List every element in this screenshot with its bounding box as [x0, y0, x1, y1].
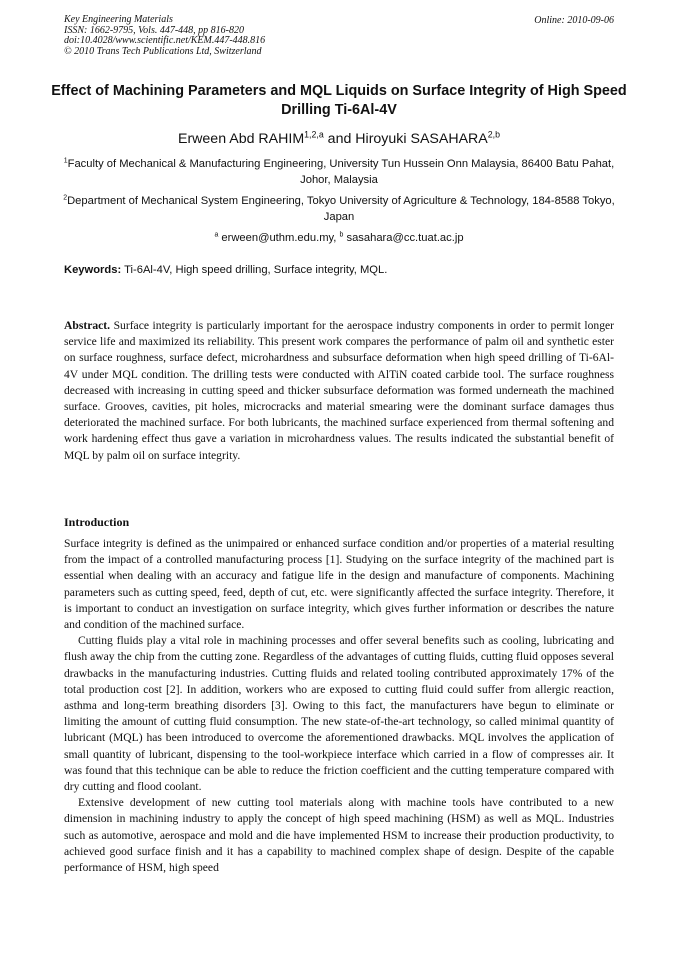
paragraph: Cutting fluids play a vital role in machining processes and offer several benefits such as cooling, lubricating and flush away the chip from the cutting zone. Regardless of the advantages of cutting fluids, cutting fluid opposes several drawbacks in the manufacturing industries. Cutting fluids and related tooling contributed approximately 17% of the total production cost [2]. In addition, workers who are exposed to cutting fluid could suffer from allergic reaction, asthma and long-term breathing disorders [3]. Owing to this fact, the manufacturers have begun to eliminate or limiting the amount of cutting fluid consumption. The new state-of-the-art technology, so called minimal quantity of lubricant (MQL) has been introduced to overcome the aforementioned drawbacks. MQL involves the application of small quantity of lubricant, dispensing to the tool-workpiece interface which carried in a flow of compresses air. It was found that this technique can be able to reduce the friction coefficient and the cutting temperature compared with dry cutting and flood coolant. [64, 634, 614, 794]
email-a-marker: a [214, 231, 219, 239]
issn-line: ISSN: 1662-9795, Vols. 447-448, pp 816-820 [64, 24, 244, 36]
introduction-body [64, 536, 614, 876]
journal-name: Key Engineering Materials [64, 14, 173, 25]
author-2-affiliation-marker: 2,b [487, 129, 500, 140]
email-a[interactable]: erween@uthm.edu.my, [218, 232, 340, 244]
copyright-line: © 2010 Trans Tech Publications Ltd, Switzerland [64, 45, 262, 57]
author-1-affiliation-marker: 1,2,a [304, 129, 324, 140]
author-conjunction: and [323, 131, 356, 147]
abstract-text: Surface integrity is particularly important for the aerospace industry components in order to permit longer service life and maximized its reliability. This present work compares the performance of palm oil and synthetic ester on surface roughness, surface defect, microhardness and subsurface deformation when high speed drilling of Ti-6Al-4V under MQL condition. The drilling tests were conducted with AlTiN coated carbide tool. The surface roughness decreased with increasing in cutting speed and thicker subsurface deformation was formed underneath the machined surface. Grooves, cavities, pit holes, microcracks and material smearing were the dominant surface damages thus deteriorated the machined surface. For both lubricants, the machined surface experienced from thermal softening and work hardening effect thus gave a variation in microhardness values. The results indicated the substantial benefit of MQL by palm oil on surface integrity. [64, 319, 614, 462]
paragraph: Surface integrity is defined as the unimpaired or enhanced surface condition and/or properties of a material resulting from the impact of a controlled manufacturing process [1]. Studying on the surface integrity of the machined part is essential when dealing with an accuracy and fatigue life in the design and manufacture of components. Machining parameters such as cutting speed, feed, depth of cut, etc. were significantly affected the surface integrity. Therefore, it is important to conduct an investigation on surface integrity, which gives further information or describes the nature and condition of the machined surface. [64, 537, 614, 632]
affiliation-1-text: Faculty of Mechanical & Manufacturing Engineering, University Tun Hussein Onn Malaysia, 86400 Batu Pahat, Johor, Malaysia [67, 158, 615, 186]
author-emails [60, 230, 618, 246]
keywords-text: Ti-6Al-4V, High speed drilling, Surface integrity, MQL. [121, 264, 388, 276]
affiliation-2-text: Department of Mechanical System Engineering, Tokyo University of Agriculture & Technology, 184-8588 Tokyo, Japan [67, 195, 615, 223]
doi-line: doi:10.4028/www.scientific.net/KEM.447-448.816 [64, 35, 266, 46]
section-heading-introduction: Introduction [64, 515, 130, 529]
abstract [64, 318, 614, 464]
email-b-marker: b [339, 231, 344, 239]
email-b[interactable]: sasahara@cc.tuat.ac.jp [343, 232, 464, 244]
paragraph: Extensive development of new cutting tool materials along with machine tools have contributed to a new dimension in machining industry to apply the concept of high speed machining (HSM) as well as MQL. Industries such as automotive, aerospace and mold and die have implemented HSM to increase their production productivity, to achieved good surface finish and it has a capability to machined complex shape of design. Despite of the capable performance of HSM, high speed [64, 796, 614, 875]
journal-metadata [64, 15, 265, 57]
keywords [64, 264, 387, 276]
author-2: Hiroyuki SASAHARA [355, 131, 488, 147]
abstract-label: Abstract. [64, 319, 111, 332]
author-line [50, 131, 628, 147]
keywords-label: Keywords: [64, 264, 122, 276]
author-1: Erween Abd RAHIM [177, 131, 305, 147]
paper-title: Effect of Machining Parameters and MQL Liquids on Surface Integrity of High Speed Drilling Ti-6Al-4V [51, 83, 627, 118]
affiliation-2 [60, 193, 618, 225]
online-date: Online: 2010-09-06 [534, 15, 614, 26]
affiliation-1-marker: 1 [63, 157, 68, 165]
affiliation-2-marker: 2 [63, 194, 68, 202]
affiliation-1 [60, 156, 618, 188]
